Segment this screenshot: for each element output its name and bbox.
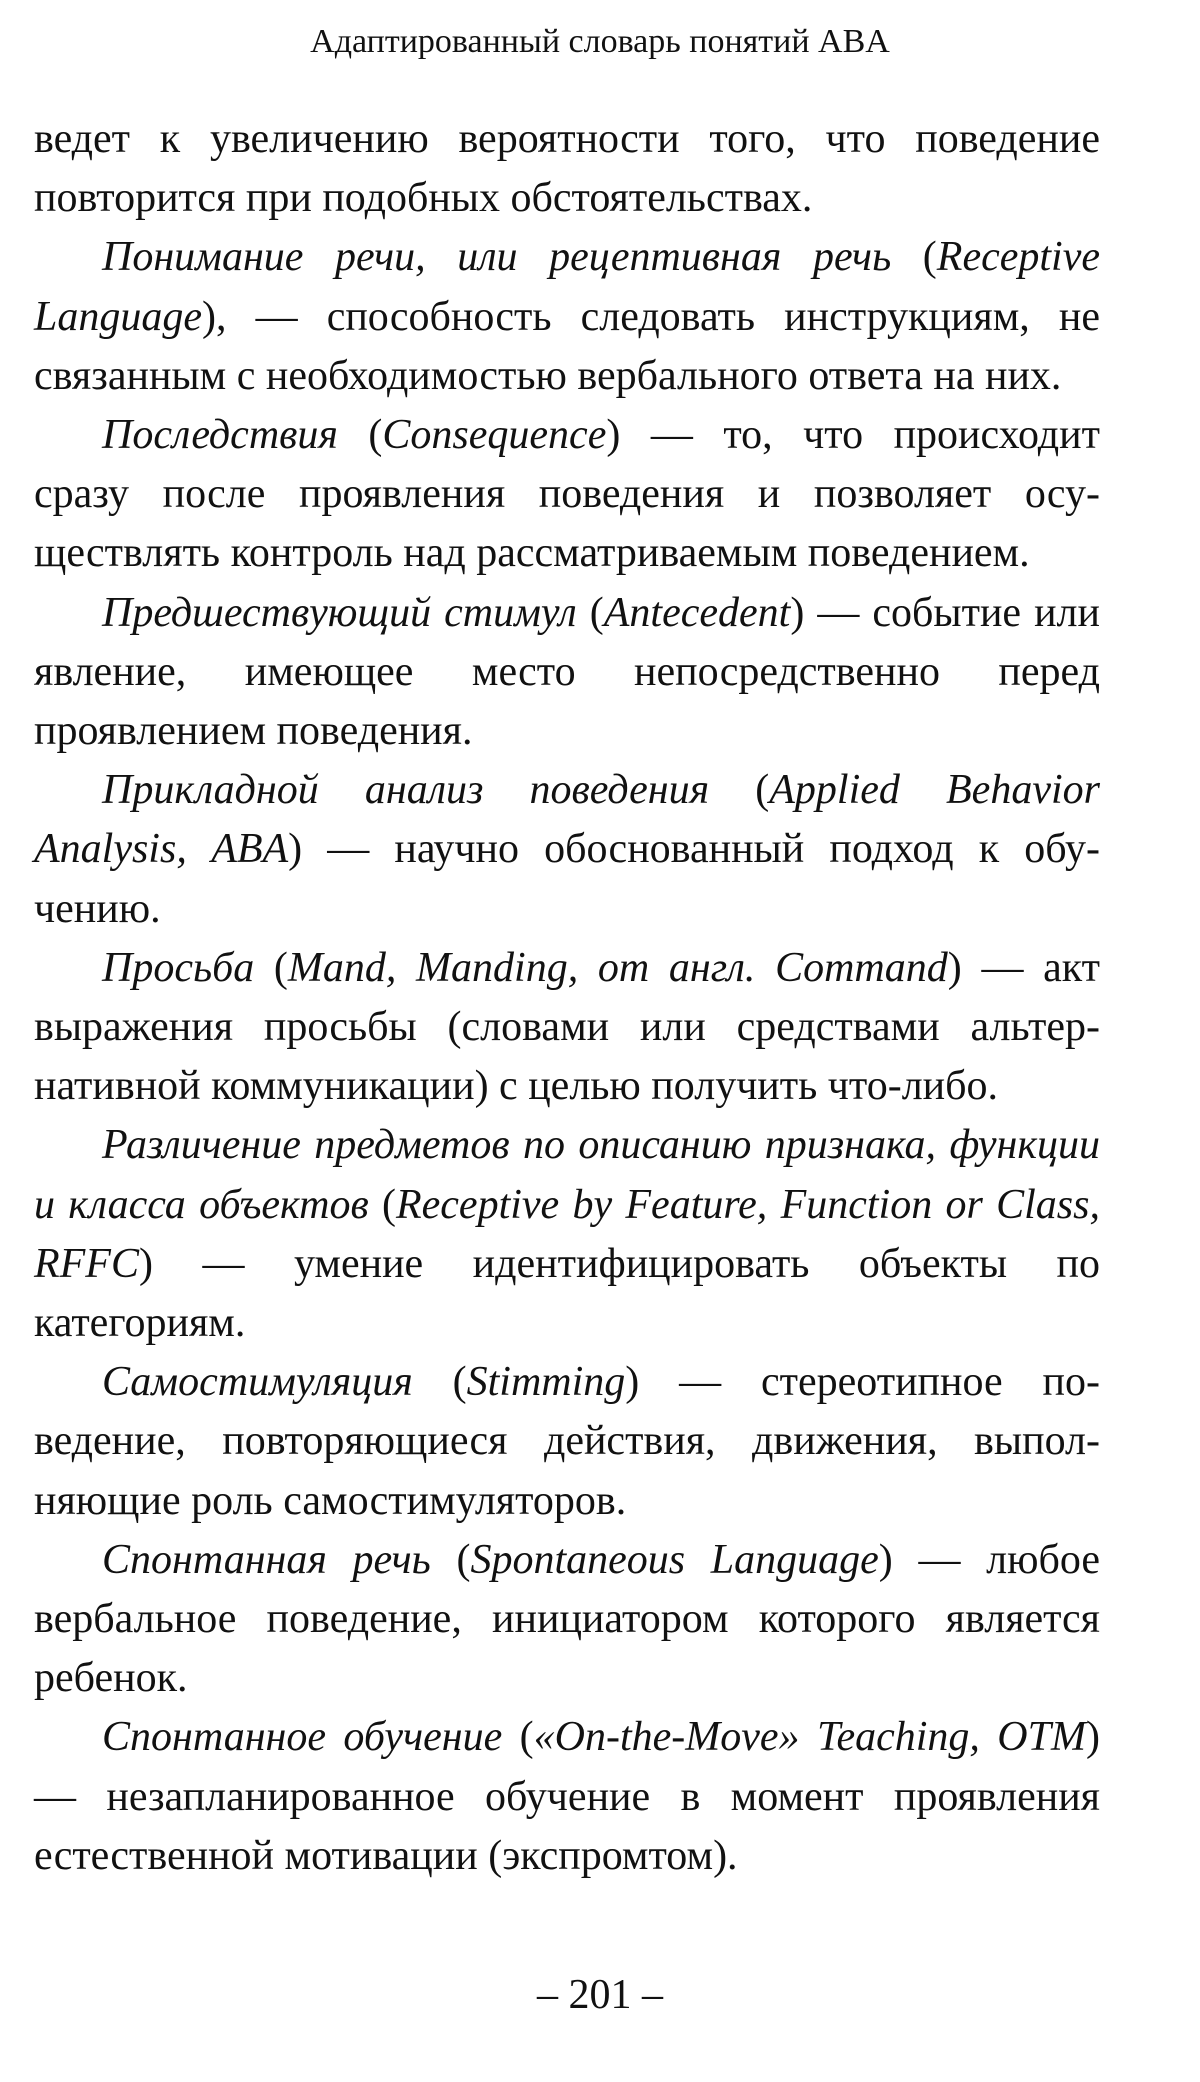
entry-open-paren: ( [368,1181,396,1228]
entry-open-paren: ( [576,589,604,636]
entry-definition: — стереотипное поведение, повторяющиеся действия, движения, выполняющие роль самостимуляторов. [34,1359,1100,1524]
entry-definition: — способность следовать инструкциям, не связанным с необходимостью вербального ответа на них. [34,293,1100,399]
entry-definition: — любое вербальное поведение, инициатором которого является ребенок. [34,1536,1100,1702]
entry-open-paren: ( [430,1536,471,1583]
glossary-entry [34,584,1100,762]
glossary-entry [34,761,1100,939]
entry-close-paren: ) [625,1359,640,1406]
entry-open-paren: ( [891,234,937,281]
page-number: – 201 – [537,1972,663,2018]
glossary-entry [34,1353,1100,1531]
entry-term: Последствия [102,412,338,459]
entry-close-paren: ) [288,826,303,873]
page-text [34,110,1100,1886]
entry-close-paren: ), [202,293,227,340]
entry-term-english: Antecedent [603,589,791,636]
running-head: Адаптированный словарь понятий ABA [310,23,890,60]
entry-definition: — то, что происходит сразу после проявления поведения и позволяет осуществлять контроль над рассматриваемым поведением. [34,412,1100,577]
entry-close-paren: ) [947,944,962,991]
entry-term-english: Receptive Language [34,234,1100,340]
entry-term: Спонтанное обучение [102,1714,503,1761]
entry-term: Прикладной анализ поведения [102,767,710,814]
glossary-entry [34,228,1100,406]
entry-open-paren: ( [709,767,770,814]
entry-term-english: Consequence [382,412,607,459]
entry-close-paren: ) [138,1240,153,1287]
entry-term-english: Spontaneous Language [470,1536,879,1583]
entry-term: Самостимуляция [102,1359,413,1406]
entry-close-paren: ) [790,589,805,636]
entry-open-paren: ( [502,1714,534,1761]
entry-definition: — событие или явление, имеющее место непосредственно перед проявлением поведения. [34,589,1100,755]
entry-term-english: Applied Behavior Analysis, ABA [34,767,1100,873]
entry-definition: — умение идентифицировать объекты по категориям. [34,1240,1100,1347]
entry-term: Понимание речи, или рецептивная речь [102,234,892,281]
entry-open-paren: ( [254,944,288,991]
entry-term-english: «On-the-Move» Teaching, OTM [533,1714,1086,1761]
glossary-entry [34,1116,1100,1353]
entry-term: Предшествующий стимул [102,589,577,636]
entry-term-english: Stimming [466,1359,626,1406]
entry-close-paren: ) [1085,1714,1100,1761]
entry-term: Спонтанная речь [102,1536,431,1583]
glossary-entry [34,406,1100,584]
entry-close-paren: ) [878,1536,893,1583]
entry-term-english: Receptive by Feature, Function or Class, RFFC [34,1181,1100,1287]
glossary-entry [34,1531,1100,1709]
entry-definition: — акт выражения просьбы (словами или средствами альтернативной коммуникации) с целью получить что-либо. [34,944,1100,1110]
continuation-paragraph: ведет к увеличению вероятности того, что поведение повторится при подобных обстоятельствах. [34,116,1100,222]
entry-open-paren: ( [337,412,383,459]
entry-open-paren: ( [412,1359,467,1406]
glossary-entry [34,939,1100,1117]
entry-term: Различение предметов по описанию признака, функции и класса объектов [34,1122,1100,1228]
entry-definition: — незапланированное обучение в момент проявления естественной мотивации (экспромтом). [34,1773,1100,1879]
entry-close-paren: ) [606,412,621,459]
glossary-entry [34,1708,1100,1886]
entry-term: Просьба [102,944,255,991]
entry-definition: — научно обоснованный подход к обучению. [34,826,1101,932]
entry-term-english: Mand, Manding, от англ. Command [287,944,948,991]
